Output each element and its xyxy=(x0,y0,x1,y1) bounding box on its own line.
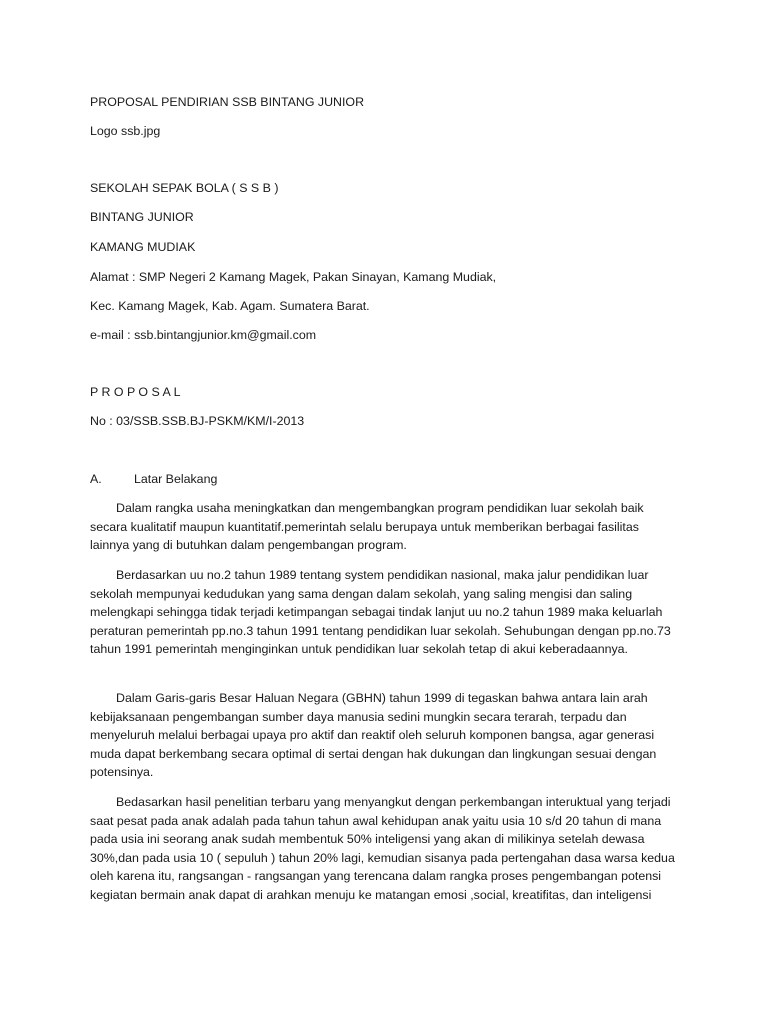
section-a-title: Latar Belakang xyxy=(134,472,218,486)
logo-placeholder-text: Logo ssb.jpg xyxy=(90,124,161,138)
section-a-letter: A. xyxy=(90,472,102,486)
paragraph-2: Berdasarkan uu no.2 tahun 1989 tentang system pendidikan nasional, maka jalur pendidikan luar sekolah mempunyai kedudukan yang sama dengan dalam sekolah, yang saling mengisi dan saling melengkapi sehingga tidak terjadi ketimpangan sebagai tindak lanjut uu no.2 tahun 1989 maka keluarlah peraturan pemerintah pp.no.3 tahun 1991 tentang pendidikan luar sekolah. Sehubungan dengan pp.no.73 tahun 1991 pemerintah menginginkan untuk pendidikan luar sekolah tetap di akui keberadaannya. xyxy=(90,568,671,657)
organization-name-line-2: BINTANG JUNIOR xyxy=(90,210,194,224)
organization-name-line-3: KAMANG MUDIAK xyxy=(90,240,196,254)
paragraph-4: Bedasarkan hasil penelitian terbaru yang menyangkut dengan perkembangan interuktual yang terjadi saat pesat pada anak adalah pada tahun tahun awal kehidupan anak yaitu usia 10 s/d 20 tahun di mana pada usia ini seorang anak sudah membentuk 50% inteligensi yang akan di milikinya setelah dewasa 30%,dan pada usia 10 ( sepuluh ) tahun 20% lagi, kemudian sisanya pada pertengahan dasa warsa kedua oleh karena itu, rangsangan - rangsangan yang terencana dalam rangka proses pengembangan potensi kegiatan bermain anak dapat di arahkan menuju ke matangan emosi ,social, kreatifitas, dan inteligensi xyxy=(90,795,675,902)
address-line-2: Kec. Kamang Magek, Kab. Agam. Sumatera Barat. xyxy=(90,299,370,313)
section-a-heading xyxy=(90,470,217,488)
proposal-heading: P R O P O S A L xyxy=(90,385,181,399)
paragraph-1: Dalam rangka usaha meningkatkan dan mengembangkan program pendidikan luar sekolah baik secara kualitatif maupun kuantitatif.pemerintah selalu berupaya untuk memberikan berbagai fasilitas lainnya yang di butuhkan dalam pengembangan program. xyxy=(90,501,644,553)
document-title: PROPOSAL PENDIRIAN SSB BINTANG JUNIOR xyxy=(90,95,365,109)
email-line: e-mail : ssb.bintangjunior.km@gmail.com xyxy=(90,328,317,342)
proposal-number: No : 03/SSB.SSB.BJ-PSKM/KM/I-2013 xyxy=(90,414,305,428)
paragraph-3: Dalam Garis-garis Besar Haluan Negara (GBHN) tahun 1999 di tegaskan bahwa antara lain arah kebijaksanaan pengembangan sumber daya manusia sedini mungkin secara terarah, terpadu dan menyeluruh melalui berbagai upaya pro aktif dan reaktif oleh seluruh komponen bangsa, agar generasi muda dapat berkembang secara optimal di sertai dengan hak dukungan dan lingkungan sesuai dengan potensinya. xyxy=(90,691,657,780)
address-line-1: Alamat : SMP Negeri 2 Kamang Magek, Pakan Sinayan, Kamang Mudiak, xyxy=(90,270,497,284)
organization-name-line-1: SEKOLAH SEPAK BOLA ( S S B ) xyxy=(90,181,279,195)
